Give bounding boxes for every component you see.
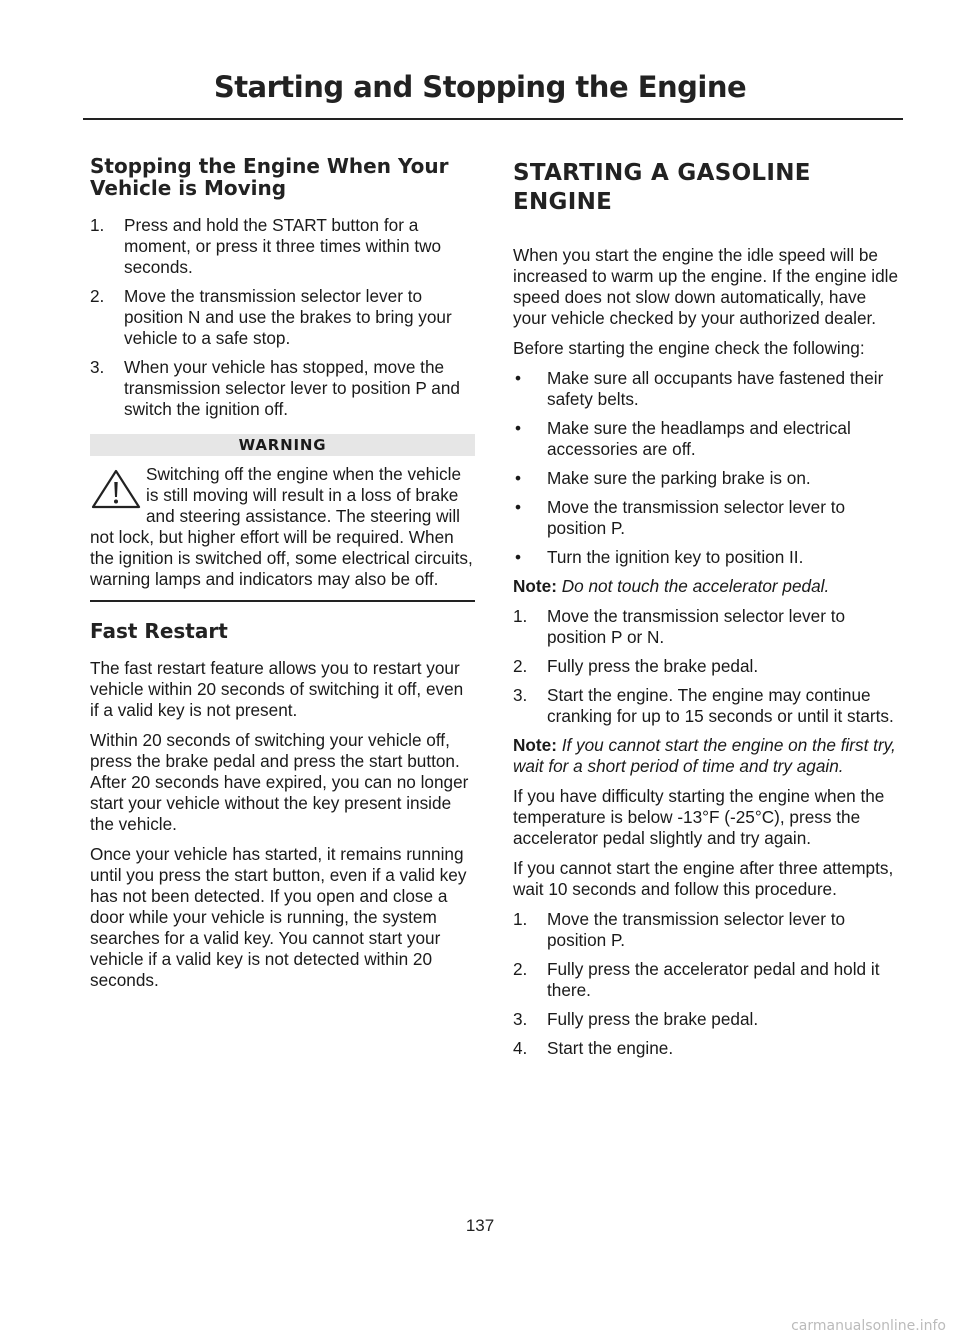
note-text: If you cannot start the engine on the first try, wait for a short period of time and try again. xyxy=(513,735,896,776)
stop-steps-list xyxy=(90,215,475,420)
note-label: Note: xyxy=(513,735,557,755)
list-item xyxy=(513,418,903,460)
page-number: 137 xyxy=(465,1216,495,1235)
retry-paragraph: If you cannot start the engine after three attempts, wait 10 seconds and follow this procedure. xyxy=(513,858,894,899)
check-text: Make sure the parking brake is on. xyxy=(547,468,811,488)
list-item xyxy=(513,959,903,1001)
fast-restart-heading: Fast Restart xyxy=(90,618,228,643)
step-number: 4. xyxy=(513,1038,528,1058)
step-number: 2. xyxy=(513,656,528,676)
step-text: Press and hold the START button for a moment, or press it three times within two seconds. xyxy=(124,215,442,277)
watermark[interactable]: carmanualsonline.info xyxy=(791,1318,946,1334)
check-intro-paragraph: Before starting the engine check the following: xyxy=(513,338,865,358)
step-text: Move the transmission selector lever to position P or N. xyxy=(547,606,846,647)
list-item xyxy=(513,1009,903,1030)
check-text: Turn the ignition key to position II. xyxy=(547,547,804,567)
step-number: 3. xyxy=(513,1009,528,1029)
starting-engine-heading: STARTING A GASOLINE ENGINE xyxy=(513,160,811,215)
warning-divider xyxy=(90,600,475,602)
step-text: When your vehicle has stopped, move the transmission selector lever to position P and switch the ignition off. xyxy=(124,357,460,419)
bullet-icon: • xyxy=(515,418,522,438)
note-label: Note: xyxy=(513,576,557,596)
step-text: Fully press the accelerator pedal and hold it there. xyxy=(547,959,880,1000)
cold-start-paragraph: If you have difficulty starting the engine when the temperature is below -13°F (-25°C), press the accelerator pedal slightly and try again. xyxy=(513,786,885,848)
list-item xyxy=(513,909,903,951)
step-text: Move the transmission selector lever to position N and use the brakes to bring your vehicle to a safe stop. xyxy=(124,286,452,348)
warning-label: WARNING xyxy=(90,434,475,456)
warning-box xyxy=(90,464,475,590)
step-number: 1. xyxy=(513,606,528,626)
fast-restart-paragraph: The fast restart feature allows you to restart your vehicle within 20 seconds of switching it off, even if a valid key is not present. xyxy=(90,657,464,720)
step-text: Fully press the brake pedal. xyxy=(547,656,759,676)
note-paragraph xyxy=(513,735,903,777)
checklist xyxy=(513,368,903,568)
check-text: Make sure the headlamps and electrical accessories are off. xyxy=(547,418,851,459)
list-item xyxy=(90,357,475,420)
list-item xyxy=(513,468,903,489)
step-number: 2. xyxy=(513,959,528,979)
bullet-icon: • xyxy=(515,368,522,388)
list-item xyxy=(513,1038,903,1059)
step-text: Move the transmission selector lever to position P. xyxy=(547,909,846,950)
list-item xyxy=(513,368,903,410)
start-steps-list xyxy=(513,606,903,727)
note-paragraph xyxy=(513,576,903,597)
warning-triangle-icon xyxy=(90,468,142,510)
bullet-icon: • xyxy=(515,547,522,567)
step-text: Fully press the brake pedal. xyxy=(547,1009,759,1029)
step-number: 2. xyxy=(90,286,105,306)
list-item xyxy=(90,286,475,349)
warning-text: Switching off the engine when the vehicle is still moving will result in a loss of brake and steering assistance. The steering will not lock, but higher effort will be required. When the ignition is switched off, some electrical circuits, warning lamps and indicators may also be off. xyxy=(90,464,473,589)
list-item xyxy=(513,497,903,539)
right-column xyxy=(513,155,903,1067)
list-item xyxy=(513,606,903,648)
step-number: 3. xyxy=(513,685,528,705)
step-text: Start the engine. The engine may continue cranking for up to 15 seconds or until it starts. xyxy=(547,685,894,726)
step-number: 1. xyxy=(90,215,105,235)
fast-restart-paragraph: Within 20 seconds of switching your vehicle off, press the brake pedal and press the start button. After 20 seconds have expired, you can no longer start your vehicle without the key present inside the vehicle. xyxy=(90,729,469,834)
list-item xyxy=(90,215,475,278)
intro-paragraph: When you start the engine the idle speed will be increased to warm up the engine. If the engine idle speed does not slow down automatically, have your vehicle checked by your authorized dealer. xyxy=(513,245,899,328)
bullet-icon: • xyxy=(515,497,522,517)
page-title: Starting and Stopping the Engine xyxy=(213,70,747,104)
note-text: Do not touch the accelerator pedal. xyxy=(561,576,830,596)
stop-engine-heading: Stopping the Engine When Your Vehicle is Moving xyxy=(90,154,449,200)
check-text: Make sure all occupants have fastened their safety belts. xyxy=(547,368,884,409)
header-divider xyxy=(83,118,903,120)
retry-steps-list xyxy=(513,909,903,1059)
check-text: Move the transmission selector lever to position P. xyxy=(547,497,846,538)
list-item xyxy=(513,656,903,677)
step-number: 3. xyxy=(90,357,105,377)
left-column xyxy=(90,155,475,1000)
list-item xyxy=(513,685,903,727)
fast-restart-paragraph: Once your vehicle has started, it remains running until you press the start button, even if a valid key has not been detected. If you open and close a door while your vehicle is running, the system searches for a valid key. You cannot start your vehicle if a valid key is not detected within 20 seconds. xyxy=(90,843,467,990)
step-text: Start the engine. xyxy=(547,1038,674,1058)
list-item xyxy=(513,547,903,568)
bullet-icon: • xyxy=(515,468,522,488)
step-number: 1. xyxy=(513,909,528,929)
